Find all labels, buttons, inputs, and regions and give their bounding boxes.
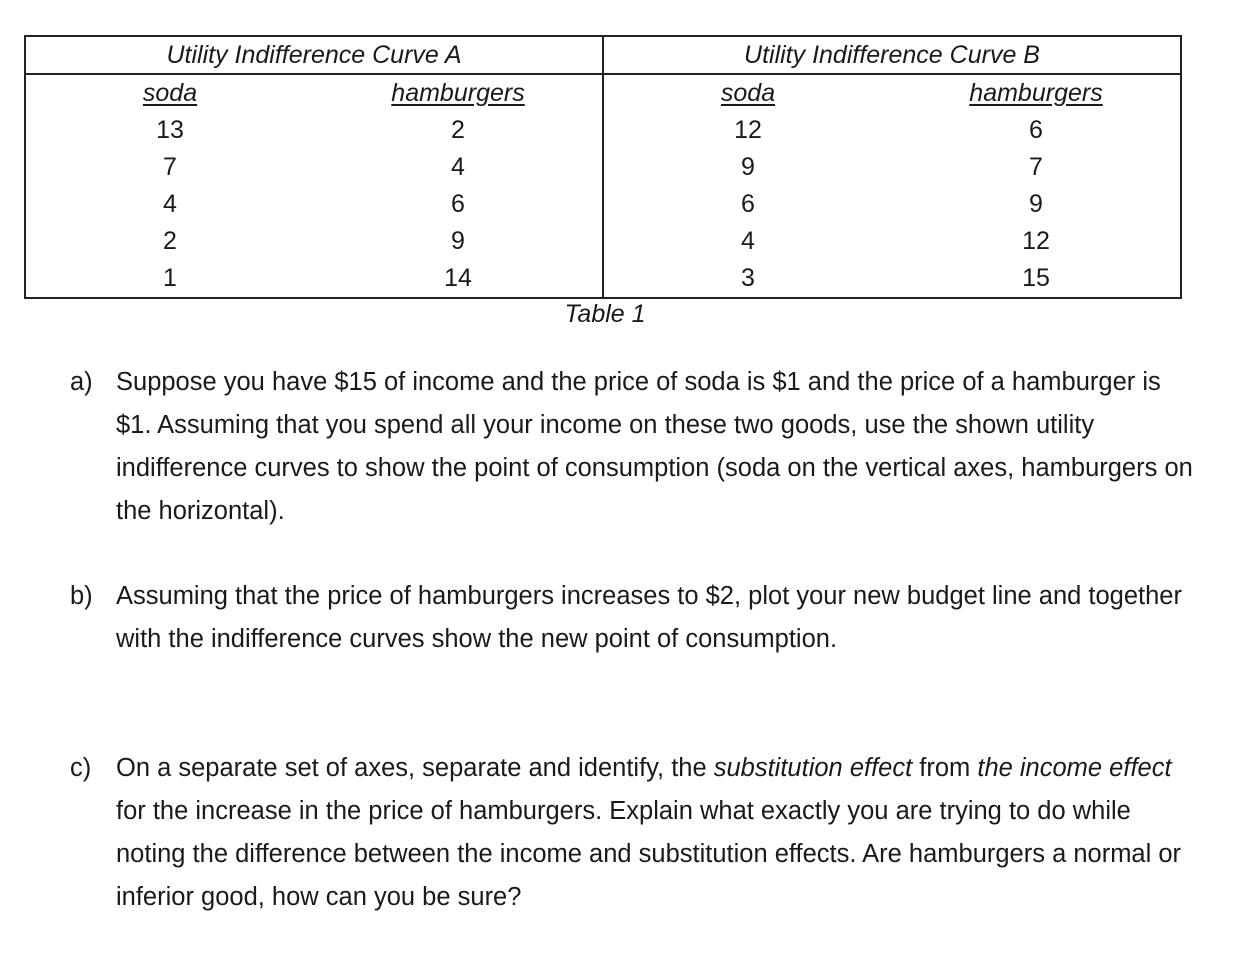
curve-a-soda-cell: 1 bbox=[163, 264, 177, 292]
question-b bbox=[70, 575, 1195, 661]
table-row bbox=[25, 223, 1181, 260]
table-row bbox=[25, 149, 1181, 186]
substitution-effect-term: substitution effect bbox=[713, 754, 913, 782]
question-c-letter: c) bbox=[70, 754, 92, 782]
curve-a-soda-cell: 13 bbox=[156, 116, 184, 144]
curve-a-soda-header: soda bbox=[142, 79, 198, 107]
table-caption: Table 1 bbox=[564, 300, 646, 328]
curve-title-row bbox=[25, 36, 1181, 74]
question-a-letter: a) bbox=[70, 368, 93, 396]
curve-b-title: Utility Indifference Curve B bbox=[603, 36, 1181, 74]
curve-a-hamburgers-cell: 4 bbox=[451, 153, 465, 181]
curve-b-soda-header: soda bbox=[603, 74, 892, 112]
question-a-text: Suppose you have $15 of income and the price of soda is $1 and the price of a hamburger is $1. Assuming that you spend all your income on these two goods, use the shown utility indifference curves to show the point of consumption (soda on the vertical axes, hamburgers on the horizontal). bbox=[116, 368, 1193, 525]
question-c-text-part3: for the increase in the price of hamburgers. Explain what exactly you are trying to do while noting the difference between the income and substitution effects. Are hamburgers a normal or inferior good, how can you be sure? bbox=[116, 797, 1182, 911]
question-b-letter: b) bbox=[70, 582, 93, 610]
curve-a-hamburgers-cell: 2 bbox=[451, 116, 465, 144]
table-row bbox=[25, 186, 1181, 223]
curve-b-hamburgers-cell: 12 bbox=[1022, 227, 1050, 255]
curve-a-soda-cell: 2 bbox=[163, 227, 177, 255]
question-c-text-part2: from bbox=[912, 754, 978, 782]
table-row bbox=[25, 260, 1181, 298]
question-a bbox=[70, 361, 1195, 533]
curve-b-soda-cell: 4 bbox=[603, 223, 892, 260]
curve-a-hamburgers-header: hamburgers bbox=[391, 79, 525, 107]
table-row bbox=[25, 112, 1181, 149]
curve-b-soda-cell: 6 bbox=[603, 186, 892, 223]
curve-a-hamburgers-cell: 9 bbox=[451, 227, 465, 255]
curve-b-hamburgers-cell: 9 bbox=[1029, 190, 1043, 218]
curve-a-soda-cell: 7 bbox=[163, 153, 177, 181]
curve-b-soda-cell: 9 bbox=[603, 149, 892, 186]
curve-a-hamburgers-cell: 6 bbox=[451, 190, 465, 218]
curve-a-title: Utility Indifference Curve A bbox=[25, 36, 603, 74]
question-c bbox=[70, 747, 1195, 919]
curve-a-hamburgers-cell: 14 bbox=[444, 264, 472, 292]
curve-b-hamburgers-cell: 15 bbox=[1022, 264, 1050, 292]
column-header-row bbox=[25, 74, 1181, 112]
curve-b-hamburgers-cell: 7 bbox=[1029, 153, 1043, 181]
curve-b-soda-cell: 3 bbox=[603, 260, 892, 298]
question-c-text-part1: On a separate set of axes, separate and identify, the bbox=[116, 754, 714, 782]
question-b-text: Assuming that the price of hamburgers increases to $2, plot your new budget line and together with the indifference curves show the new point of consumption. bbox=[116, 582, 1182, 653]
question-c-text bbox=[116, 747, 1195, 919]
curve-b-hamburgers-header: hamburgers bbox=[969, 79, 1103, 107]
curve-b-hamburgers-cell: 6 bbox=[1029, 116, 1043, 144]
curve-a-soda-cell: 4 bbox=[163, 190, 177, 218]
indifference-curve-table bbox=[24, 35, 1182, 299]
curve-b-soda-cell: 12 bbox=[603, 112, 892, 149]
income-effect-term: the income effect bbox=[977, 754, 1172, 782]
